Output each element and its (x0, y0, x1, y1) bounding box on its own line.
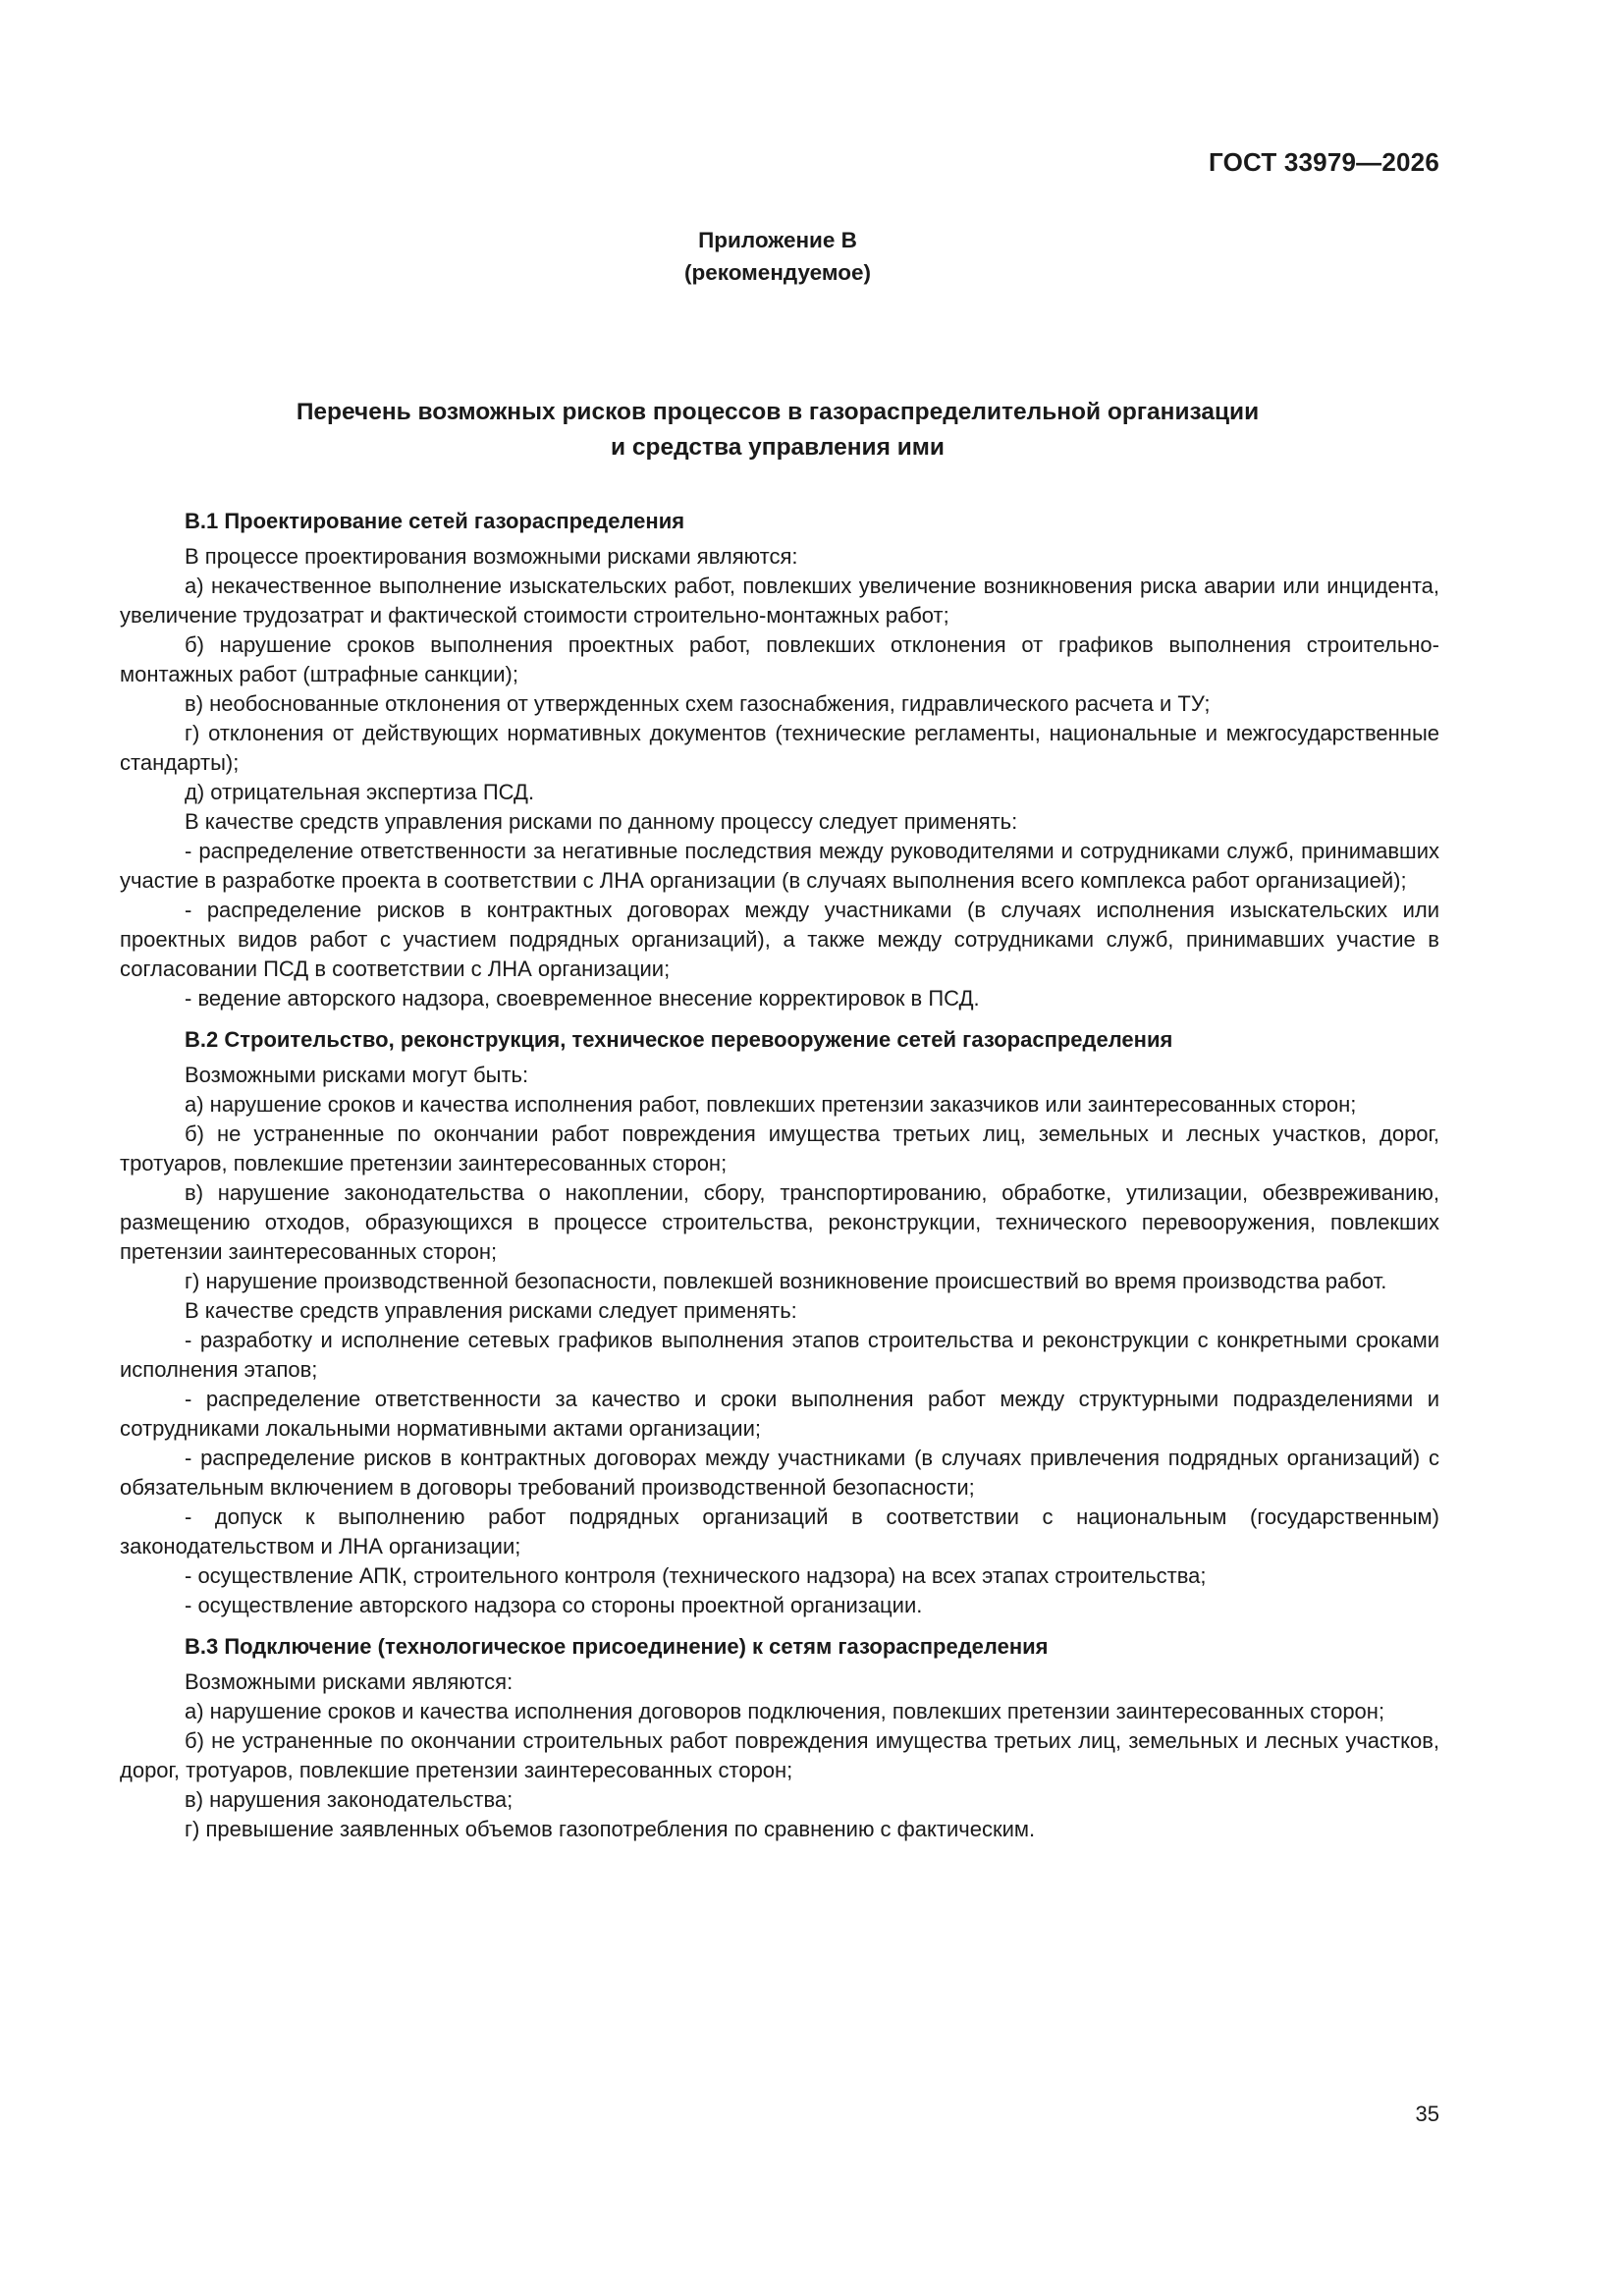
paragraph: Возможными рисками являются: (185, 1669, 514, 1694)
paragraph: в) нарушение законодательства о накоплении, сбору, транспортированию, обработке, утилизации, обезвреживанию, размещению отходов, образующихся в процессе строительства, реконструкции, технического перевооружения, повлекших претензии заинтересованных сторон; (120, 1180, 1439, 1264)
section-heading: В.2 Строительство, реконструкция, техническое перевооружение сетей газораспределения (185, 1027, 1173, 1052)
paragraph: д) отрицательная экспертиза ПСД. (185, 780, 535, 804)
title-line-2: и средства управления ими (611, 434, 945, 461)
paragraph: Возможными рисками могут быть: (185, 1063, 529, 1087)
appendix-label: Приложение В (698, 228, 857, 252)
section-heading: В.1 Проектирование сетей газораспределения (185, 509, 685, 533)
appendix-status: (рекомендуемое) (684, 260, 871, 285)
paragraph: - распределение рисков в контрактных договорах между участниками (в случаях привлечения подрядных организаций) с обязательным включением в договоры требований производственной безопасности; (120, 1446, 1439, 1500)
paragraph: в) нарушения законодательства; (185, 1787, 514, 1812)
paragraph: г) нарушение производственной безопасности, повлекшей возникновение происшествий во время производства работ. (185, 1269, 1387, 1293)
section-2 (120, 1025, 1439, 1620)
paragraph: - распределение ответственности за качество и сроки выполнения работ между структурными подразделениями и сотрудниками локальными нормативными актами организации; (120, 1387, 1439, 1441)
paragraph: - распределение рисков в контрактных договорах между участниками (в случаях исполнения изыскательских или проектных видов работ с участием подрядных организаций), а также между сотрудниками служб, принимавших участие в согласовании ПСД в соответствии с ЛНА организации; (120, 898, 1439, 981)
paragraph: - осуществление авторского надзора со стороны проектной организации. (185, 1593, 923, 1617)
title-line-1: Перечень возможных рисков процессов в газораспределительной организации (296, 399, 1260, 425)
section-heading: В.3 Подключение (технологическое присоединение) к сетям газораспределения (185, 1634, 1049, 1659)
paragraph: - ведение авторского надзора, своевременное внесение корректировок в ПСД. (185, 986, 980, 1011)
paragraph: - осуществление АПК, строительного контроля (технического надзора) на всех этапах строительства; (185, 1563, 1207, 1588)
paragraph: - допуск к выполнению работ подрядных организаций в соответствии с национальным (государственным) законодательством и ЛНА организации; (120, 1504, 1439, 1558)
paragraph: б) нарушение сроков выполнения проектных работ, повлекших отклонения от графиков выполнения строительно-монтажных работ (штрафные санкции); (120, 632, 1439, 686)
paragraph: В качестве средств управления рисками следует применять: (185, 1298, 797, 1323)
paragraph: В качестве средств управления рисками по данному процессу следует применять: (185, 809, 1018, 834)
section-1 (120, 507, 1439, 1013)
document-title (0, 395, 1555, 465)
paragraph: б) не устраненные по окончании строительных работ повреждения имущества третьих лиц, земельных и лесных участков, дорог, тротуаров, повлекшие претензии заинтересованных сторон; (120, 1728, 1439, 1782)
paragraph: б) не устраненные по окончании работ повреждения имущества третьих лиц, земельных и лесных участков, дорог, тротуаров, повлекшие претензии заинтересованных сторон; (120, 1121, 1439, 1175)
paragraph: а) нарушение сроков и качества исполнения работ, повлекших претензии заказчиков или заинтересованных сторон; (185, 1092, 1357, 1117)
document-code: ГОСТ 33979—2026 (1209, 147, 1439, 177)
paragraph: В процессе проектирования возможными рисками являются: (185, 544, 798, 569)
appendix-heading (0, 224, 1555, 289)
paragraph: г) превышение заявленных объемов газопотребления по сравнению с фактическим. (185, 1817, 1036, 1841)
paragraph: - распределение ответственности за негативные последствия между руководителями и сотрудниками служб, принимавших участие в разработке проекта в соответствии с ЛНА организации (в случаях выполнения всего комплекса работ организацией); (120, 839, 1439, 893)
paragraph: г) отклонения от действующих нормативных документов (технические регламенты, национальные и межгосударственные стандарты); (120, 721, 1439, 775)
page-number: 35 (1415, 2102, 1439, 2126)
paragraph: - разработку и исполнение сетевых графиков выполнения этапов строительства и реконструкции с конкретными сроками исполнения этапов; (120, 1328, 1439, 1382)
paragraph: в) необоснованные отклонения от утвержденных схем газоснабжения, гидравлического расчета и ТУ; (185, 691, 1211, 716)
paragraph: а) нарушение сроков и качества исполнения договоров подключения, повлекших претензии заинтересованных сторон; (185, 1699, 1385, 1723)
paragraph: а) некачественное выполнение изыскательских работ, повлекших увеличение возникновения риска аварии или инцидента, увеличение трудозатрат и фактической стоимости строительно-монтажных работ; (120, 574, 1439, 628)
section-3 (120, 1632, 1439, 1844)
document-body (120, 507, 1439, 1844)
